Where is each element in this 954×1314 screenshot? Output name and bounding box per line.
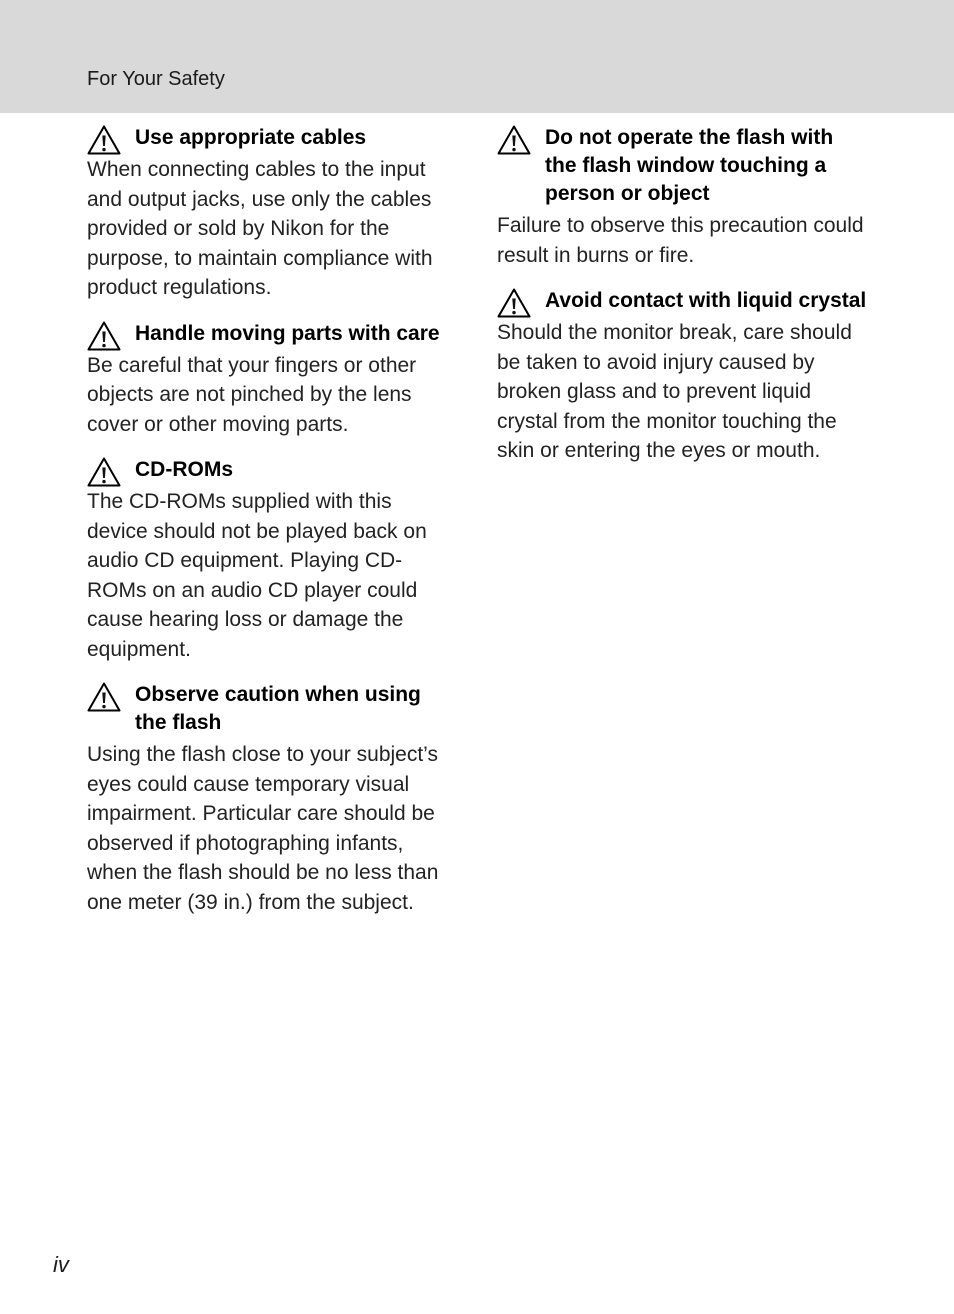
section-handle-moving-parts (87, 320, 457, 440)
section-body: Be careful that your fingers or other objects are not pinched by the lens cover or other moving parts. (87, 353, 417, 436)
warning-triangle-icon (87, 321, 121, 351)
section-body: Failure to observe this precaution could result in burns or fire. (497, 214, 864, 267)
section-heading: Observe caution when using the flash (135, 683, 421, 734)
section-body: The CD-ROMs supplied with this device should not be played back on audio CD equipment. Playing CD-ROMs on an audio CD player could cause hearing loss or damage the equipment. (87, 490, 427, 661)
section-avoid-liquid-crystal (497, 287, 869, 466)
section-heading: Handle moving parts with care (135, 321, 440, 345)
warning-triangle-icon (87, 457, 121, 487)
section-heading: CD-ROMs (135, 458, 233, 481)
section-body: Using the flash close to your subject’s eyes could cause temporary visual impairment. Particular care should be observed if photographing infants, when the flash should be no less than one meter (39 in.) from the subject. (87, 743, 439, 914)
page-header-title: For Your Safety (87, 68, 225, 90)
warning-triangle-icon (87, 125, 121, 155)
page-number: iv (53, 1252, 69, 1277)
section-heading: Do not operate the flash with the flash window touching a person or object (545, 126, 834, 205)
section-use-appropriate-cables (87, 124, 457, 303)
section-body: When connecting cables to the input and output jacks, use only the cables provided or sold by Nikon for the purpose, to maintain compliance with product regulations. (87, 158, 433, 299)
section-cd-roms (87, 456, 457, 664)
section-heading: Avoid contact with liquid crystal (545, 289, 867, 312)
right-column (497, 124, 869, 483)
warning-triangle-icon (497, 125, 531, 155)
left-column (87, 124, 457, 934)
section-heading: Use appropriate cables (135, 126, 367, 149)
header-band (0, 0, 954, 113)
warning-triangle-icon (87, 682, 121, 712)
section-flash-window-touching (497, 124, 869, 270)
warning-triangle-icon (497, 288, 531, 318)
section-observe-caution-flash (87, 681, 457, 917)
section-body: Should the monitor break, care should be taken to avoid injury caused by broken glass and to prevent liquid crystal from the monitor touching the skin or entering the eyes or mouth. (497, 321, 852, 462)
